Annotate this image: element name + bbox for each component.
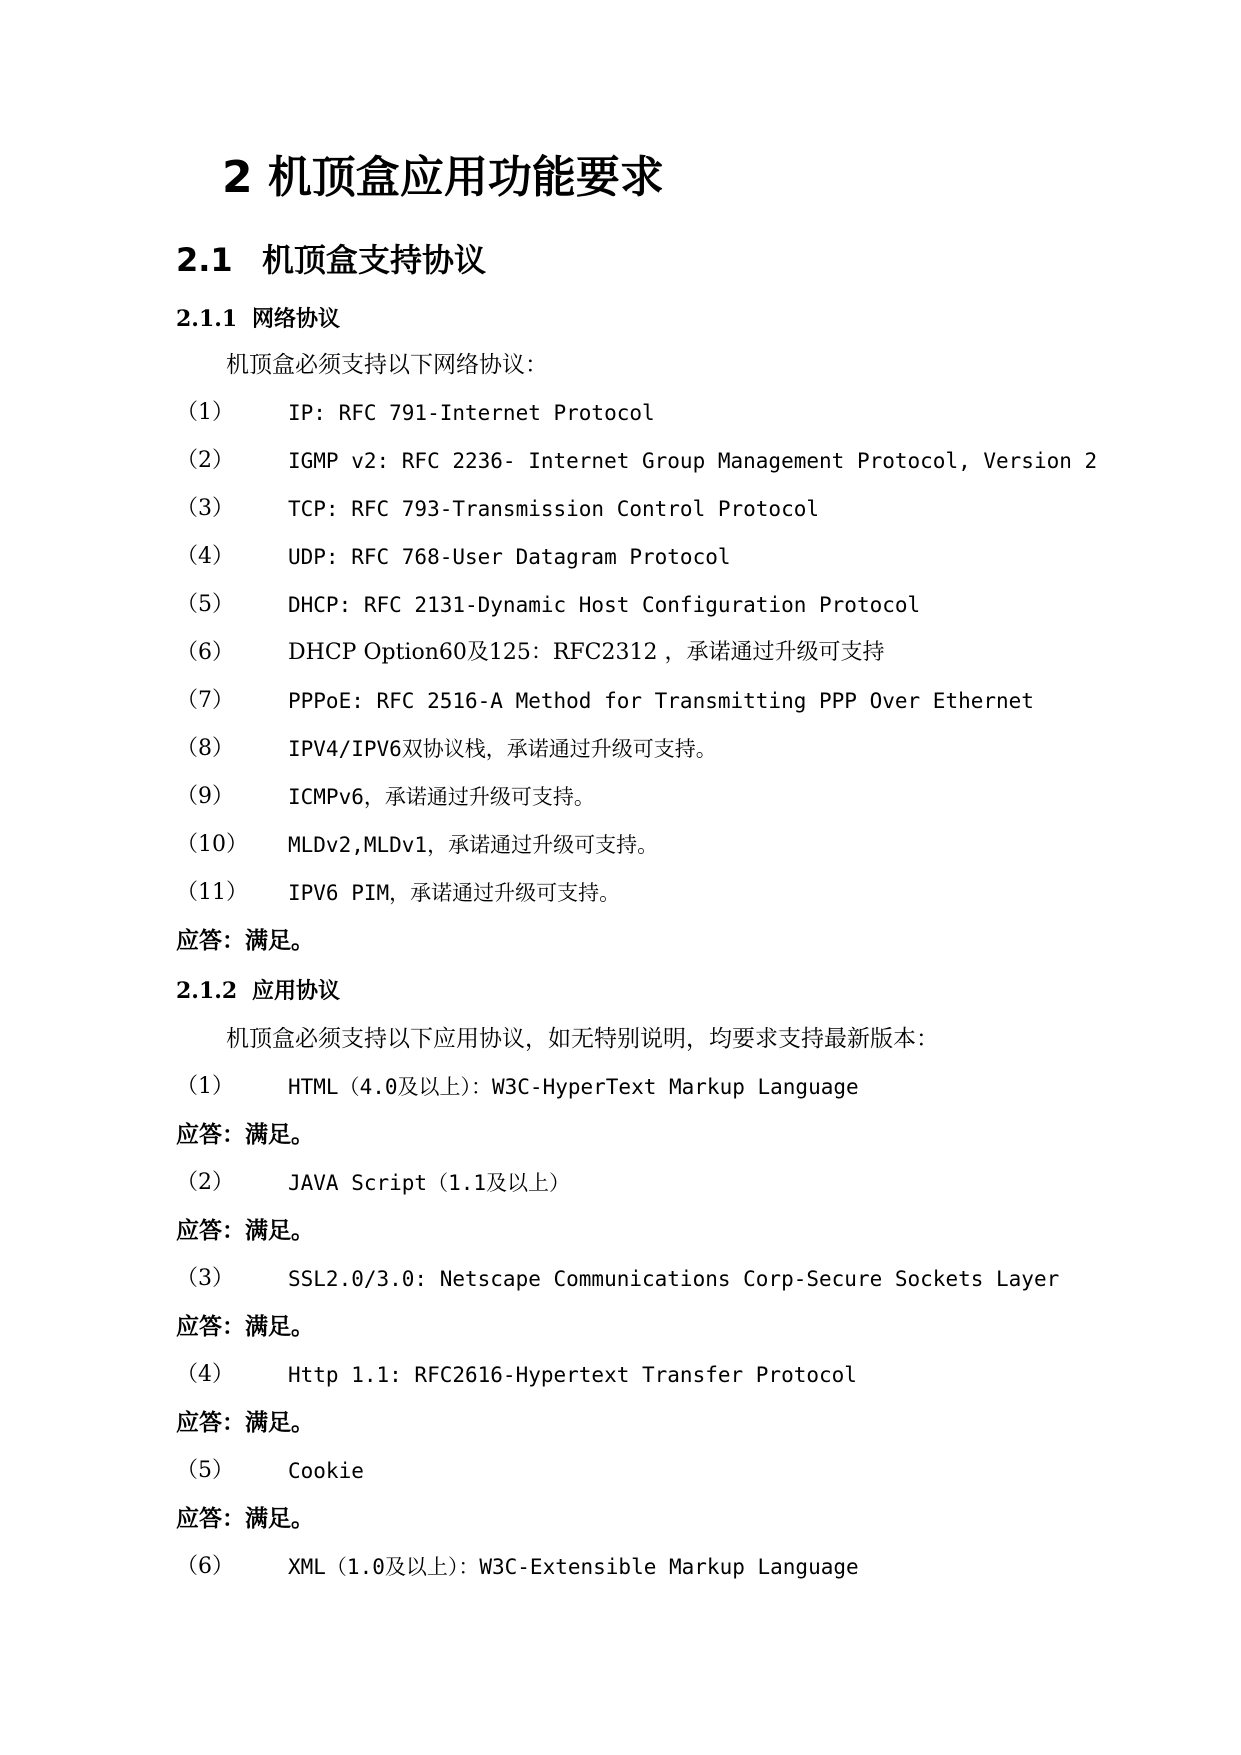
list-index: （3） bbox=[176, 1266, 234, 1291]
chapter-title: 2 机顶盒应用功能要求 bbox=[222, 152, 664, 203]
app-intro: 机顶盒必须支持以下应用协议，如无特别说明，均要求支持最新版本： bbox=[226, 1026, 939, 1052]
list-index: （6） bbox=[176, 640, 234, 665]
list-text: Http 1.1: RFC2616-Hypertext Transfer Protocol bbox=[288, 1363, 857, 1387]
list-index: （8） bbox=[176, 736, 234, 761]
list-index: （11） bbox=[176, 880, 248, 905]
answer-text: 应答：满足。 bbox=[176, 1505, 314, 1532]
subsection-number: 2.1.1 bbox=[176, 306, 238, 332]
answer-text: 应答：满足。 bbox=[176, 1121, 314, 1148]
list-index: （4） bbox=[176, 544, 234, 569]
list-text: SSL2.0/3.0: Netscape Communications Corp-Secure Sockets Layer bbox=[288, 1267, 1060, 1291]
list-index: （5） bbox=[176, 592, 234, 617]
list-text: TCP: RFC 793-Transmission Control Protocol bbox=[288, 497, 820, 521]
list-index: （3） bbox=[176, 496, 234, 521]
list-index: （2） bbox=[176, 1170, 234, 1195]
section-heading bbox=[176, 240, 486, 280]
list-index: （6） bbox=[176, 1554, 234, 1579]
list-text: XML（1.0及以上）：W3C-Extensible Markup Language bbox=[288, 1555, 859, 1579]
list-text: IP: RFC 791-Internet Protocol bbox=[288, 401, 655, 425]
list-text: Cookie bbox=[288, 1459, 364, 1483]
list-index: （5） bbox=[176, 1458, 234, 1483]
list-index: （9） bbox=[176, 784, 234, 809]
list-index: （4） bbox=[176, 1362, 234, 1387]
answer-text: 应答：满足。 bbox=[176, 1313, 314, 1340]
network-intro: 机顶盒必须支持以下网络协议： bbox=[226, 352, 548, 378]
section-number: 2.1 bbox=[176, 241, 233, 279]
list-text: DHCP Option60及125：RFC2312 ，承诺通过升级可支持 bbox=[288, 640, 885, 665]
list-text: UDP: RFC 768-User Datagram Protocol bbox=[288, 545, 731, 569]
list-index: （1） bbox=[176, 400, 234, 425]
list-index: （7） bbox=[176, 688, 234, 713]
list-text: DHCP: RFC 2131-Dynamic Host Configuration Protocol bbox=[288, 593, 921, 617]
list-text: IPV6 PIM，承诺通过升级可支持。 bbox=[288, 881, 621, 905]
subsection-title: 网络协议 bbox=[252, 306, 341, 332]
list-text: ICMPv6，承诺通过升级可支持。 bbox=[288, 785, 595, 809]
section-title: 机顶盒支持协议 bbox=[262, 241, 487, 279]
answer-text: 应答：满足。 bbox=[176, 927, 314, 954]
subsection-title: 应用协议 bbox=[252, 978, 341, 1004]
subsection-number: 2.1.2 bbox=[176, 978, 238, 1004]
answer-text: 应答：满足。 bbox=[176, 1217, 314, 1244]
list-index: （2） bbox=[176, 448, 234, 473]
list-index: （1） bbox=[176, 1074, 234, 1099]
answer-text: 应答：满足。 bbox=[176, 1409, 314, 1436]
list-text: IPV4/IPV6双协议栈，承诺通过升级可支持。 bbox=[288, 737, 717, 761]
list-text: IGMP v2: RFC 2236- Internet Group Management Protocol, Version 2 bbox=[288, 449, 1098, 473]
list-index: （10） bbox=[176, 832, 248, 857]
list-text: HTML（4.0及以上）：W3C-HyperText Markup Language bbox=[288, 1075, 859, 1099]
list-text: PPPoE: RFC 2516-A Method for Transmitting PPP Over Ethernet bbox=[288, 689, 1034, 713]
list-text: JAVA Script（1.1及以上） bbox=[288, 1171, 571, 1195]
list-text: MLDv2,MLDv1，承诺通过升级可支持。 bbox=[288, 833, 659, 857]
subsection-heading-network bbox=[176, 304, 340, 334]
subsection-heading-app bbox=[176, 976, 340, 1006]
